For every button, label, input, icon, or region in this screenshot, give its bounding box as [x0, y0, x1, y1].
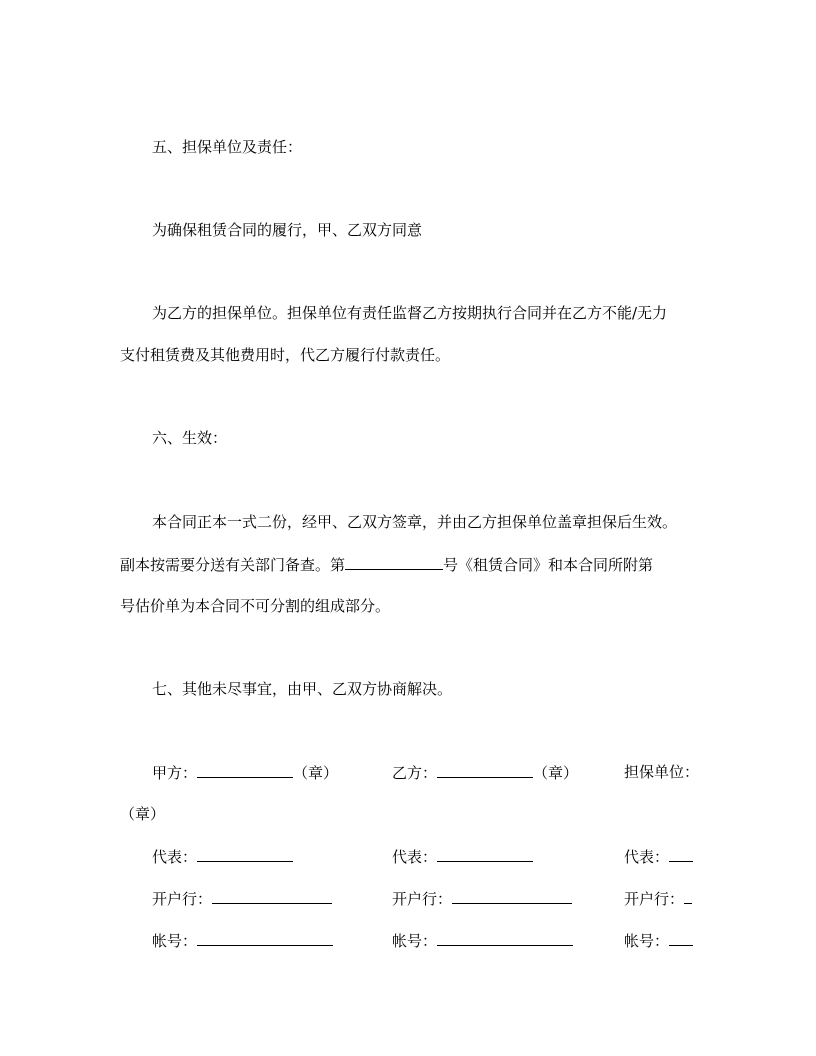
guarantor-rep-blank	[669, 846, 693, 862]
guarantor-rep-label: 代表：	[624, 848, 670, 866]
guarantor-account-blank	[669, 930, 693, 946]
party-b-seal: （章）	[533, 764, 579, 782]
party-b-representative	[392, 846, 533, 867]
party-a-rep-label: 代表：	[152, 848, 198, 866]
party-a-account-label: 帐号：	[152, 932, 198, 950]
section-7: 七、其他未尽事宜，由甲、乙双方协商解决。	[152, 680, 453, 698]
party-b-signature	[392, 762, 578, 783]
party-a-seal: （章）	[293, 764, 339, 782]
section-6-line-2-part-a: 副本按需要分送有关部门备查。第	[120, 556, 346, 574]
party-a-representative	[152, 846, 293, 867]
section-5-paragraph-1: 为确保租赁合同的履行，甲、乙双方同意	[152, 221, 423, 239]
contract-number-blank	[345, 554, 443, 570]
section-5-heading: 五、担保单位及责任：	[152, 138, 303, 156]
party-b-rep-blank	[437, 846, 533, 862]
party-b-account	[392, 930, 573, 951]
party-a-signature	[152, 762, 338, 783]
party-b-account-blank	[437, 930, 573, 946]
party-a-account	[152, 930, 333, 951]
section-6-line-2-part-b: 号《租赁合同》和本合同所附第	[443, 556, 654, 574]
section-6-heading: 六、生效：	[152, 429, 228, 447]
guarantor-account-label: 帐号：	[624, 932, 670, 950]
party-a-rep-blank	[197, 846, 293, 862]
section-5-paragraph-2-line-1: 为乙方的担保单位。担保单位有责任监督乙方按期执行合同并在乙方不能/无力	[152, 304, 668, 322]
guarantor-account	[624, 930, 693, 951]
guarantor-bank-label: 开户行：	[624, 890, 685, 908]
party-a-blank	[197, 762, 293, 778]
guarantor-representative	[624, 846, 693, 867]
party-b-label: 乙方：	[392, 764, 438, 782]
party-a-account-blank	[197, 930, 333, 946]
section-6-paragraph-line-2	[120, 554, 653, 575]
party-b-bank	[392, 888, 572, 909]
section-6-paragraph-line-1: 本合同正本一式二份，经甲、乙双方签章，并由乙方担保单位盖章担保后生效。	[152, 513, 678, 531]
party-a-bank-label: 开户行：	[152, 890, 213, 908]
party-b-bank-label: 开户行：	[392, 890, 453, 908]
party-a-label: 甲方：	[152, 764, 198, 782]
guarantor-bank	[624, 888, 692, 909]
guarantor-bank-blank	[684, 888, 692, 904]
party-b-bank-blank	[452, 888, 572, 904]
section-5-paragraph-2-line-2: 支付租赁费及其他费用时，代乙方履行付款责任。	[120, 346, 451, 364]
guarantor-signature: 担保单位：	[624, 763, 700, 781]
section-6-paragraph-line-3: 号估价单为本合同不可分割的组成部分。	[120, 597, 391, 615]
party-b-blank	[437, 762, 533, 778]
party-b-rep-label: 代表：	[392, 848, 438, 866]
party-a-bank	[152, 888, 332, 909]
guarantor-seal: （章）	[120, 805, 166, 823]
party-b-account-label: 帐号：	[392, 932, 438, 950]
party-a-bank-blank	[212, 888, 332, 904]
